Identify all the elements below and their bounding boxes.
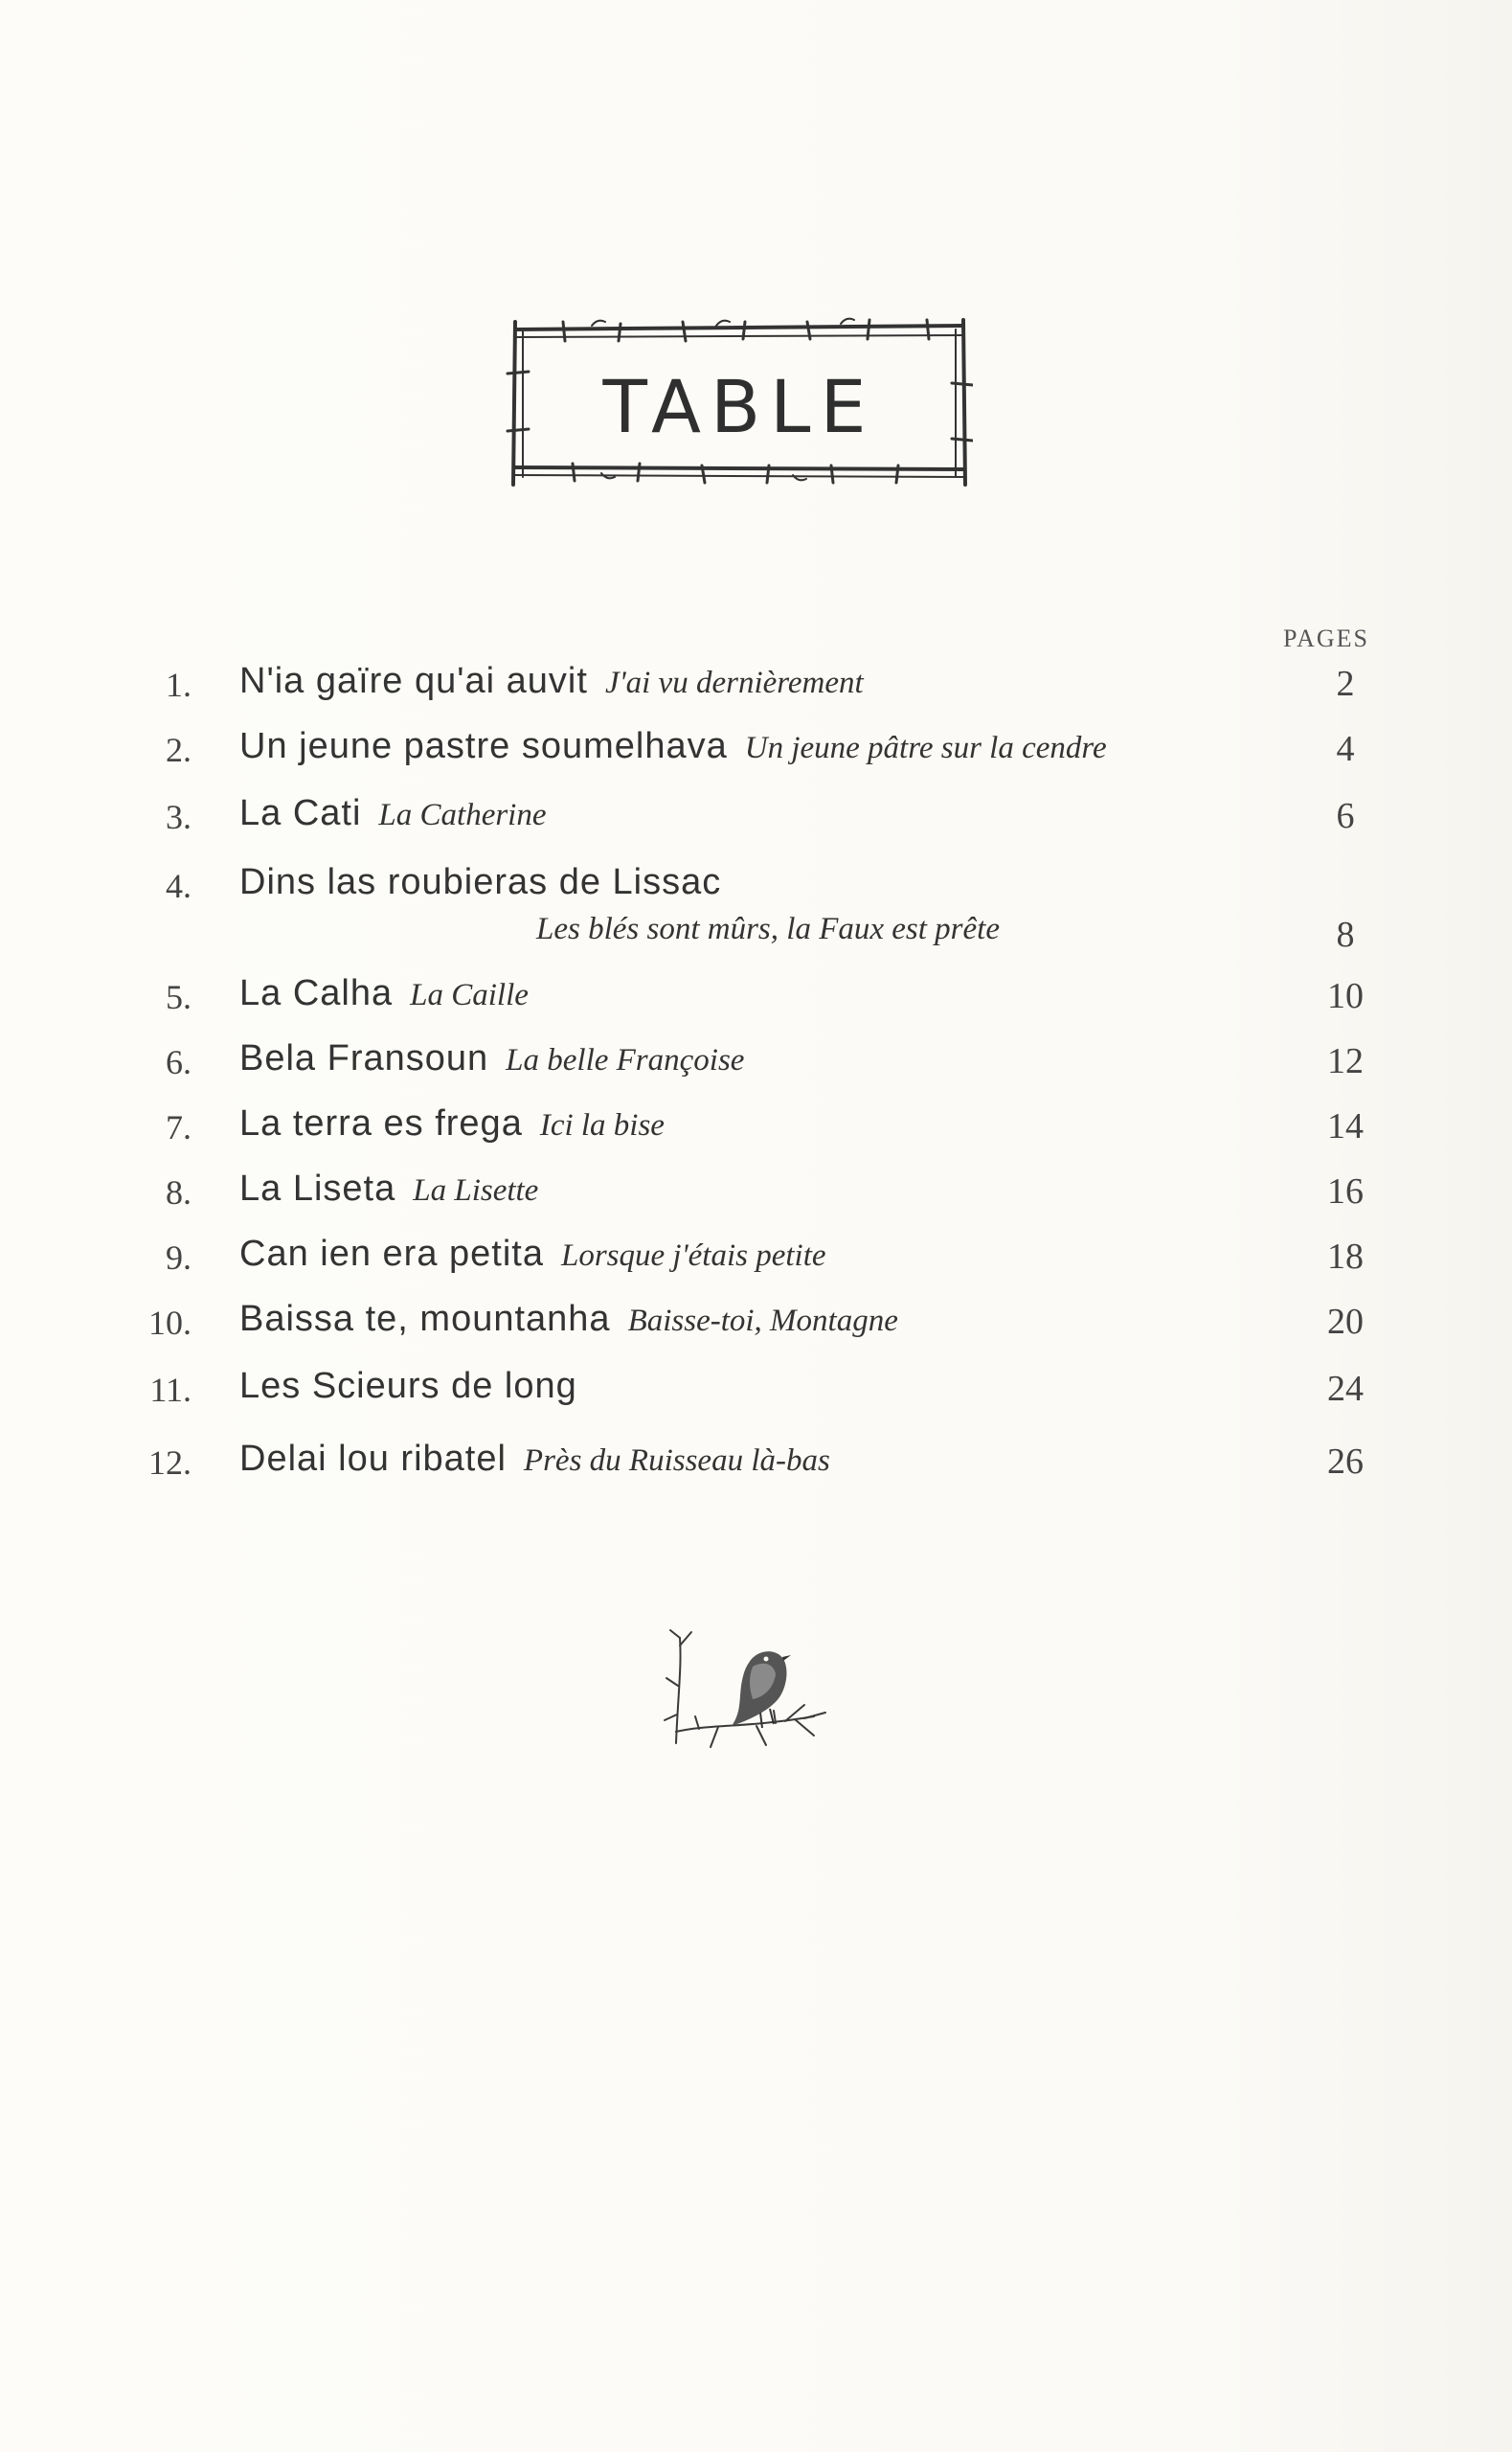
bird-on-branch-icon — [661, 1628, 833, 1753]
toc-entry-page: 2 — [1336, 664, 1355, 704]
toc-entry-title-line — [239, 1103, 665, 1145]
toc-entry-title-line — [239, 1439, 830, 1480]
toc-entry[interactable] — [0, 661, 1512, 718]
toc-entry-title: N'ia gaïre qu'ai auvit — [239, 661, 588, 701]
toc-entry[interactable] — [0, 793, 1512, 851]
page-title: TABLE — [602, 364, 876, 449]
toc-entry-title: Baissa te, mountanha — [239, 1299, 611, 1339]
toc-entry-number: 11. — [149, 1371, 192, 1409]
toc-entry-page: 4 — [1336, 729, 1355, 769]
toc-entry-french-title: Baisse-toi, Montagne — [627, 1304, 898, 1338]
toc-entry-page: 24 — [1327, 1369, 1364, 1409]
title-frame — [506, 316, 973, 488]
toc-entry[interactable] — [0, 1038, 1512, 1096]
toc-entry[interactable] — [0, 1234, 1512, 1291]
toc-entry-number: 2. — [166, 731, 192, 769]
toc-entry-number: 9. — [166, 1238, 192, 1277]
toc-entry-title: La Calha — [239, 973, 394, 1013]
toc-entry-title: Les Scieurs de long — [239, 1366, 577, 1406]
toc-entry-title: Delai lou ribatel — [239, 1439, 507, 1479]
toc-entry-french-title: Lorsque j'étais petite — [560, 1238, 826, 1273]
toc-entry-number: 5. — [166, 978, 192, 1016]
toc-entry-french-title: La Caille — [410, 978, 529, 1012]
toc-entry-title-line — [239, 973, 529, 1014]
toc-entry-number: 8. — [166, 1173, 192, 1212]
toc-entry-page: 26 — [1327, 1442, 1364, 1482]
pages-column-header: PAGES — [1283, 624, 1369, 652]
toc-entry-title-line — [239, 661, 864, 702]
toc-entry[interactable] — [0, 1299, 1512, 1356]
toc-entry-number: 4. — [166, 867, 192, 905]
toc-entry-title-line — [239, 793, 547, 834]
toc-entry-page: 16 — [1327, 1171, 1364, 1212]
toc-entry[interactable] — [0, 1439, 1512, 1496]
toc-entry-french-title: Ici la bise — [539, 1108, 665, 1143]
toc-entry-title-line — [239, 862, 721, 903]
toc-entry-page: 18 — [1327, 1237, 1364, 1277]
toc-entry-page: 14 — [1327, 1106, 1364, 1147]
toc-entry-page: 20 — [1327, 1302, 1364, 1342]
toc-entry-title-line — [239, 1366, 577, 1407]
toc-entry[interactable] — [0, 862, 1512, 967]
toc-entry-french-title: Un jeune pâtre sur la cendre — [744, 731, 1107, 765]
toc-entry-page: 8 — [1336, 915, 1355, 955]
toc-entry-french-title: La Catherine — [378, 798, 547, 832]
toc-entry-number: 7. — [166, 1108, 192, 1147]
toc-entry-number: 1. — [166, 666, 192, 704]
toc-entry-title-line — [239, 726, 1107, 767]
toc-entry-title-line — [239, 1299, 898, 1340]
toc-entry[interactable] — [0, 1103, 1512, 1161]
toc-entry-number: 6. — [166, 1043, 192, 1081]
toc-entry-title: Dins las roubieras de Lissac — [239, 862, 722, 902]
toc-entry-number: 12. — [148, 1443, 192, 1482]
toc-entry[interactable] — [0, 726, 1512, 783]
toc-entry-french-title: La belle Françoise — [506, 1043, 745, 1078]
toc-entry[interactable] — [0, 1366, 1512, 1423]
toc-entry-title: Can ien era petita — [239, 1234, 544, 1274]
toc-entry[interactable] — [0, 1169, 1512, 1226]
toc-entry-french-title: La Lisette — [413, 1173, 539, 1208]
toc-entry-title-line — [239, 1169, 538, 1210]
toc-entry-title-line — [239, 1234, 826, 1275]
toc-entry[interactable] — [0, 973, 1512, 1031]
toc-entry-title: Bela Fransoun — [239, 1038, 489, 1078]
toc-entry-page: 12 — [1327, 1041, 1364, 1081]
toc-entry-title: La terra es frega — [239, 1103, 523, 1144]
toc-entry-french-title: Près du Ruisseau là-bas — [523, 1443, 830, 1478]
toc-entry-number: 3. — [166, 798, 192, 836]
toc-entry-title: Un jeune pastre soumelhava — [239, 726, 728, 766]
toc-entry-number: 10. — [148, 1304, 192, 1342]
toc-entry-title: La Cati — [239, 793, 362, 833]
toc-entry-title-line — [239, 1038, 744, 1079]
toc-entry-page: 10 — [1327, 976, 1364, 1016]
toc-entry-french-title: J'ai vu dernièrement — [604, 666, 864, 700]
toc-entry-page: 6 — [1336, 796, 1355, 836]
toc-entry-title: La Liseta — [239, 1169, 396, 1209]
toc-entry-french-title: Les blés sont mûrs, la Faux est prête — [536, 912, 1000, 946]
